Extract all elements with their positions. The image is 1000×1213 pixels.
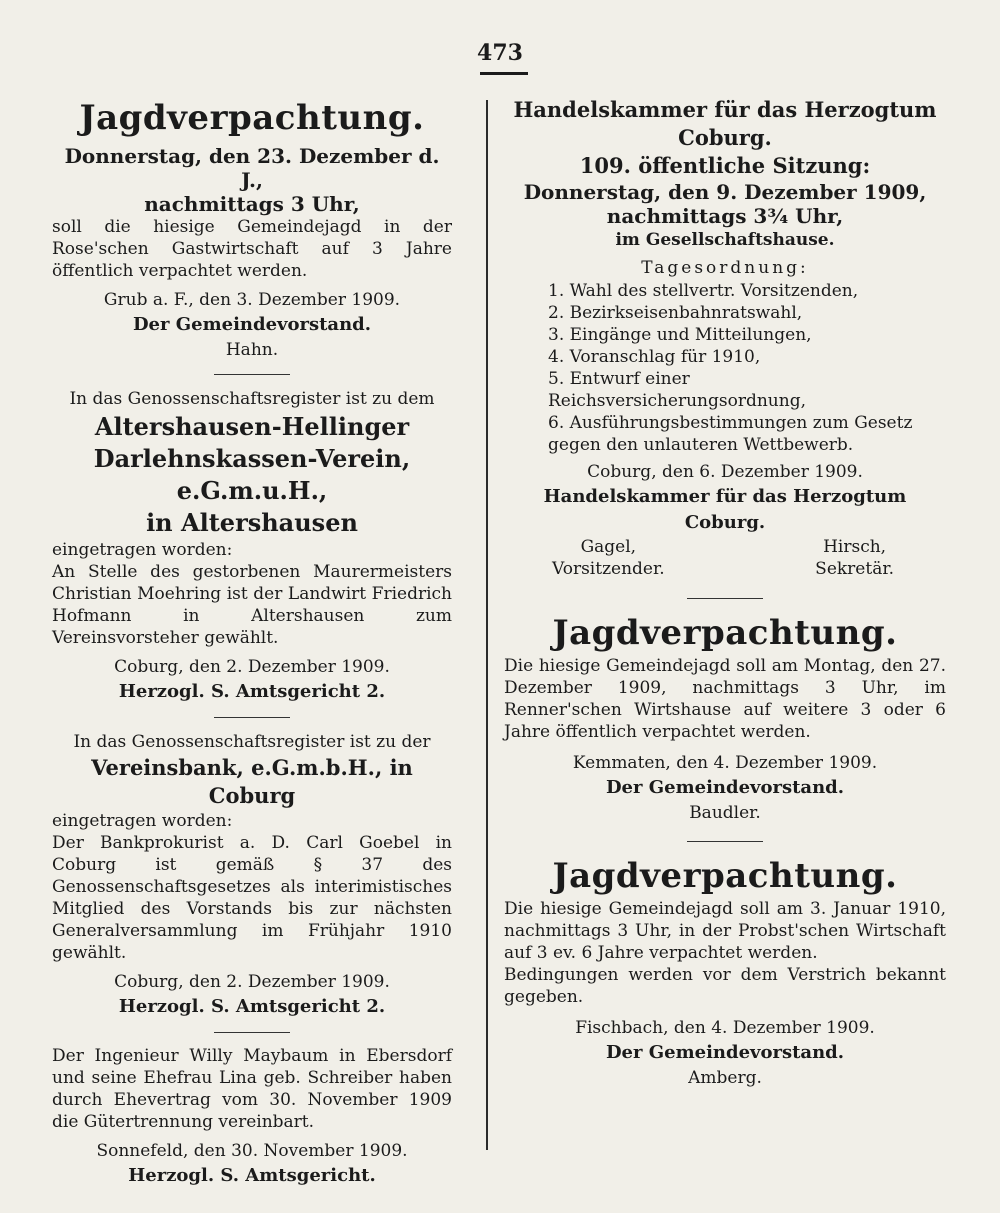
notice-authority: Herzogl. S. Amtsgericht 2. [118, 681, 386, 702]
left-column [52, 96, 452, 1189]
column-divider [486, 100, 488, 1150]
agenda-item: 2. Bezirkseisenbahnratswahl, [548, 303, 803, 323]
separator [214, 1032, 290, 1033]
notice-body: An Stelle des gestorbenen Maurermeisters Christian Moehring ist der Landwirt Friedrich Hofmann in Altershausen zum Vereinsvorsteher gewählt. [52, 562, 452, 648]
notice-date-line: Donnerstag, den 23. Dezember d. J., [64, 144, 440, 192]
notice-intro: In das Genossenschaftsregister ist zu der [73, 732, 431, 752]
notice-title: Jagdverpachtung. [552, 856, 898, 896]
agenda-heading: Tagesordnung: [641, 258, 809, 278]
notice-body: Der Ingenieur Willy Maybaum in Ebersdorf und seine Ehefrau Lina geb. Schreiber haben durch Ehevertrag vom 30. November 1909 die Gütertrennung vereinbart. [52, 1046, 452, 1132]
agenda-item: 1. Wahl des stellvertr. Vorsitzenden, [548, 281, 859, 301]
notice-session: 109. öffentliche Sitzung: [579, 153, 871, 178]
notice-entity: Vereinsbank, e.G.m.b.H., in Coburg [91, 755, 413, 808]
separator [687, 841, 763, 842]
notice-registered: eingetragen worden: [52, 811, 233, 831]
notice-conditions: Bedingungen werden vor dem Verstrich bekannt gegeben. [504, 965, 946, 1007]
notice-body: Der Bankprokurist a. D. Carl Goebel in Coburg ist gemäß § 37 des Genossenschaftsgesetzes als interimistisches Mitglied des Vorstands bis zur nächsten Generalversammlung im Frühjahr 1910 gewählt. [52, 833, 452, 963]
notice-guetertrennung [52, 1045, 452, 1189]
page-number-rule [480, 72, 528, 75]
notice-handelskammer [504, 96, 946, 580]
notice-title: Jagdverpachtung. [552, 613, 898, 653]
signatures [504, 536, 946, 580]
right-column [504, 96, 946, 1090]
notice-registered: eingetragen worden: [52, 540, 233, 560]
notice-place-date: Grub a. F., den 3. Dezember 1909. [103, 290, 401, 310]
notice-title: Handelskammer für das Herzogtum Coburg. [513, 97, 937, 150]
separator [214, 717, 290, 718]
notice-authority: Der Gemeindevorstand. [605, 777, 845, 798]
notice-jagdverpachtung-fischbach [504, 854, 946, 1090]
notice-date-line: Donnerstag, den 9. Dezember 1909, [523, 180, 927, 204]
notice-intro: In das Genossenschaftsregister ist zu dem [69, 389, 435, 409]
notice-jagdverpachtung-grub [52, 96, 452, 362]
notice-place-date: Kemmaten, den 4. Dezember 1909. [572, 753, 878, 773]
notice-authority: Herzogl. S. Amtsgericht. [128, 1165, 376, 1186]
signature-role: Sekretär. [815, 559, 894, 579]
notice-authority: Handelskammer für das Herzogtum Coburg. [543, 486, 907, 533]
separator [687, 598, 763, 599]
notice-signatory: Baudler. [689, 803, 761, 823]
notice-place-date: Coburg, den 6. Dezember 1909. [587, 462, 863, 482]
notice-authority: Der Gemeindevorstand. [605, 1042, 845, 1063]
agenda-item: 4. Voranschlag für 1910, [548, 347, 761, 367]
notice-body: Die hiesige Gemeindejagd soll am 3. Januar 1910, nachmittags 3 Uhr, in der Probst'schen Wirtschaft auf 3 ev. 6 Jahre verpachtet werden. [504, 899, 946, 963]
notice-entity-line2: Darlehnskassen-Verein, e.G.m.u.H., [93, 444, 411, 505]
notice-title: Jagdverpachtung. [79, 98, 425, 138]
notice-signatory: Hahn. [225, 340, 279, 360]
notice-entity-line1: Altershausen-Hellinger [94, 412, 410, 441]
notice-place-date: Sonnefeld, den 30. November 1909. [96, 1141, 408, 1161]
notice-signatory: Amberg. [688, 1068, 762, 1088]
signature-left [552, 536, 665, 580]
notice-place-date: Coburg, den 2. Dezember 1909. [114, 657, 390, 677]
agenda-item: 6. Ausführungsbestimmungen zum Gesetz gegen den unlauteren Wettbewerb. [548, 413, 913, 455]
notice-time-line: nachmittags 3¾ Uhr, [606, 204, 844, 228]
notice-time-line: nachmittags 3 Uhr, [144, 192, 360, 216]
page-number: 473 [477, 40, 523, 66]
notice-place-date: Coburg, den 2. Dezember 1909. [114, 972, 390, 992]
agenda-item: 5. Entwurf einer Reichsversicherungsordnung, [548, 369, 806, 411]
notice-jagdverpachtung-kemmaten [504, 611, 946, 825]
agenda-list [504, 280, 946, 456]
signature-name: Hirsch, [823, 537, 887, 557]
signature-right [815, 536, 894, 580]
notice-register-vereinsbank [52, 730, 452, 1020]
notice-place-date: Fischbach, den 4. Dezember 1909. [575, 1018, 875, 1038]
notice-entity-line3: in Altershausen [146, 508, 358, 537]
notice-body: Die hiesige Gemeindejagd soll am Montag, den 27. Dezember 1909, nachmittags 3 Uhr, im Renner'schen Wirtshause auf weitere 3 oder 6 Jahre öffentlich verpachtet werden. [504, 656, 946, 742]
notice-register-altershausen [52, 387, 452, 705]
notice-venue: im Gesellschaftshause. [615, 230, 835, 250]
agenda-item: 3. Eingänge und Mitteilungen, [548, 325, 812, 345]
separator [214, 374, 290, 375]
signature-role: Vorsitzender. [552, 559, 665, 579]
signature-name: Gagel, [580, 537, 637, 557]
notice-authority: Herzogl. S. Amtsgericht 2. [118, 996, 386, 1017]
notice-authority: Der Gemeindevorstand. [132, 314, 372, 335]
notice-body: soll die hiesige Gemeindejagd in der Rose'schen Gastwirtschaft auf 3 Jahre öffentlich verpachtet werden. [52, 217, 452, 281]
